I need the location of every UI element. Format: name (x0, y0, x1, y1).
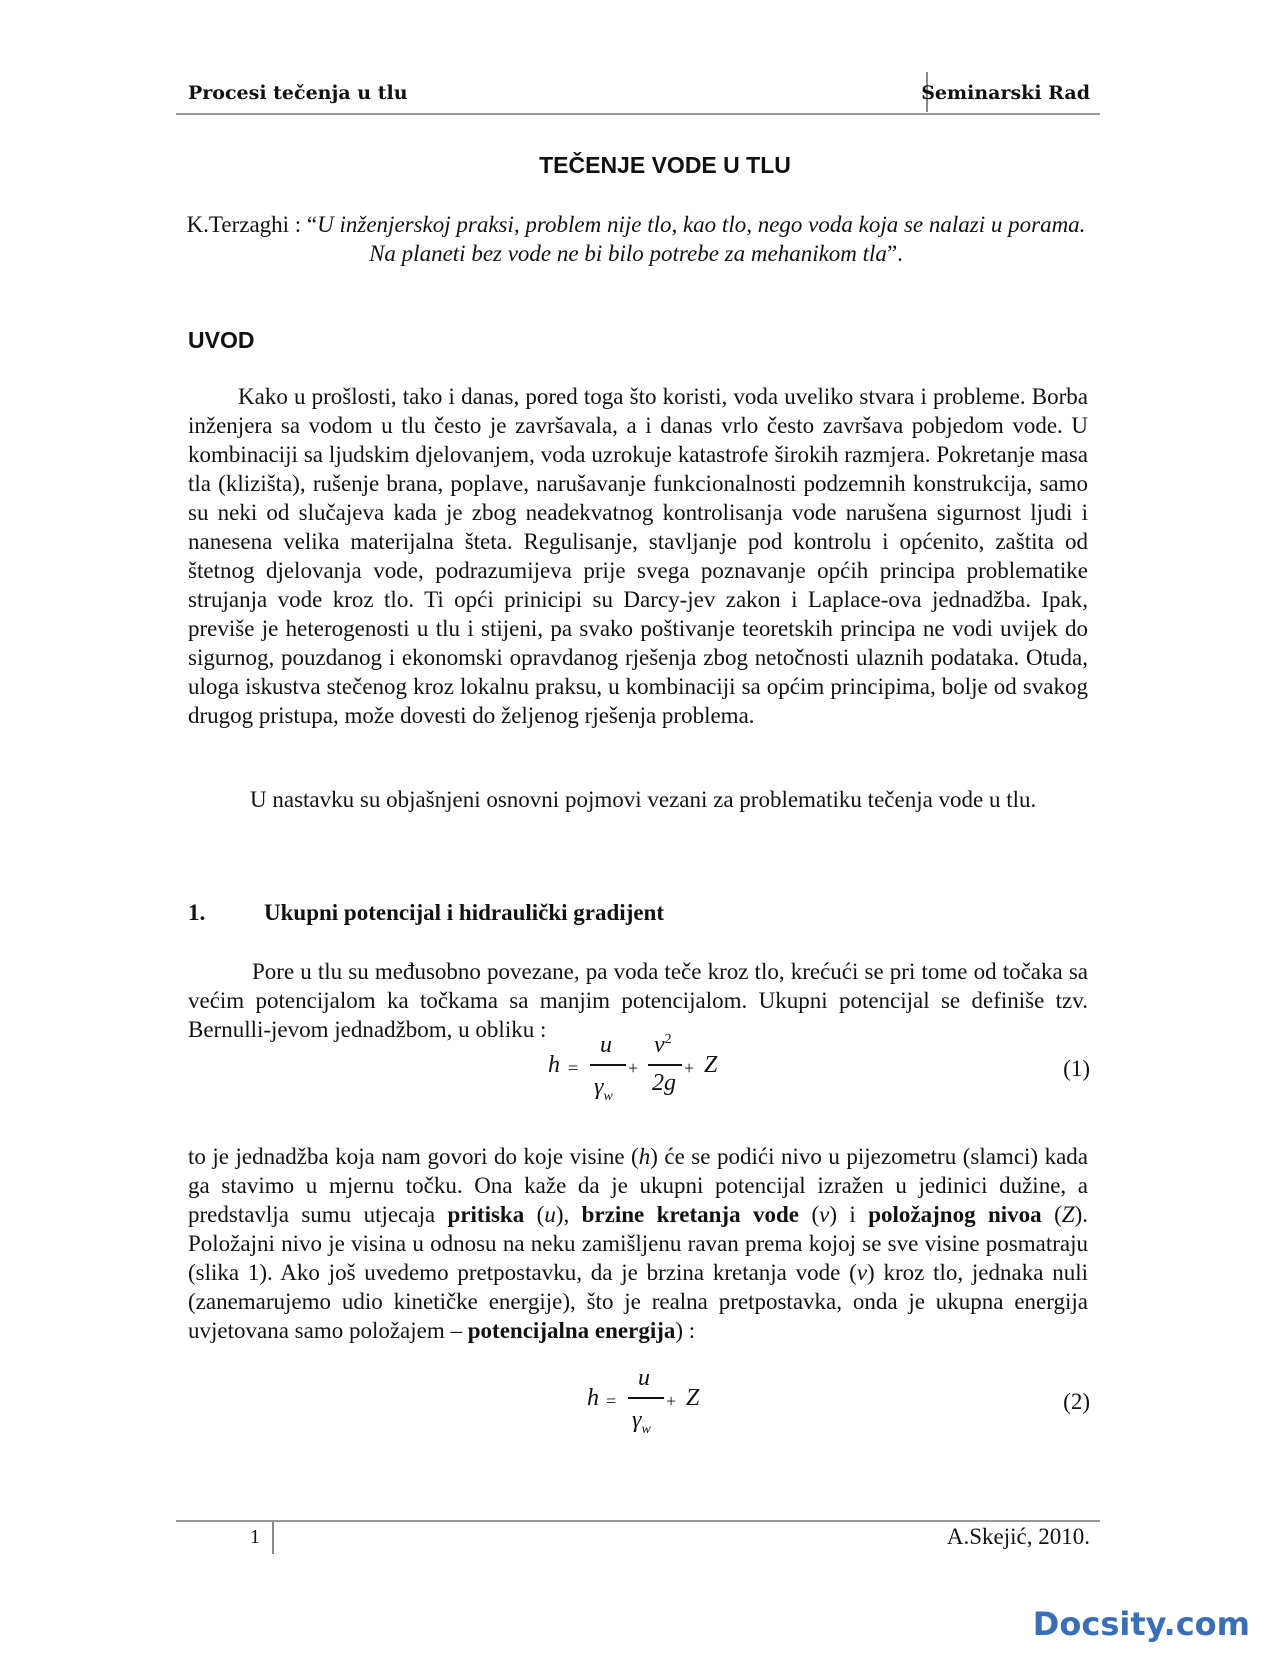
eq1-num2 (654, 1032, 672, 1059)
p2-bold-potencijalna: potencijalna energija (467, 1318, 676, 1343)
p2-text-7: ( (1041, 1202, 1062, 1227)
section-1-title: Ukupni potencijal i hidraulički gradijent (264, 900, 665, 925)
eq2-gamma: γ (632, 1407, 642, 1433)
p2-text-2: ) će se podići nivo u pijezometru (slamci) kada ga stavimo u mjernu točku. Ona kaže da je ukupni potencijal izražen u jedinici dužine, a predstavlja sumu utjecaja (188, 1144, 1088, 1227)
quote-author: K.Terzaghi : “ (186, 212, 318, 237)
terzaghi-quote (186, 210, 1086, 268)
p2-bold-brzine: brzine kretanja vode (581, 1202, 800, 1227)
eq2-z: Z (686, 1385, 700, 1411)
eq1-gamma-subscript: w (603, 1088, 613, 1104)
p2-text-4: ), (555, 1202, 582, 1227)
document-title: TEČENJE VODE U TLU (539, 152, 791, 178)
eq1-equals: = (568, 1058, 579, 1078)
eq1-lhs: h (548, 1052, 560, 1078)
footer-page-number: 1 (250, 1526, 260, 1548)
p2-var-v: v (819, 1202, 830, 1227)
header-rule (176, 113, 1100, 115)
p2-text-8: ). Položajni nivo je visina u odnosu na neku zamišljenu ravan prema kojoj se sve visine posmatraju (slika 1). Ako još uvedemo pretpostavku, da je brzina kretanja vode ( (188, 1202, 1088, 1285)
footer-divider (272, 1522, 274, 1554)
quote-text: U inženjerskoj praksi, problem nije tlo, kao tlo, nego voda koja se nalazi u porama. Na planeti bez vode ne bi bilo potrebe za mehanikom tla (317, 212, 1086, 266)
header-right-title: Seminarski Rad (921, 82, 1090, 104)
eq1-plus-2: + (684, 1058, 695, 1078)
eq2-equals: = (606, 1391, 617, 1411)
quote-end: ”. (886, 241, 903, 266)
section-heading-uvod: UVOD (188, 327, 255, 353)
section-1-heading (188, 900, 664, 926)
eq2-den1 (632, 1407, 651, 1438)
p2-text-5: ( (799, 1202, 820, 1227)
footer-author: A.Skejić, 2010. (946, 1524, 1090, 1549)
eq1-plus-1: + (628, 1058, 639, 1078)
eq1-fraction-bar-2 (648, 1064, 682, 1066)
eq2-gamma-subscript: w (641, 1421, 651, 1437)
p2-var-v-2: v (856, 1260, 868, 1285)
docsity-watermark[interactable]: Docsity.com (1032, 1605, 1250, 1643)
eq1-number: (1) (1063, 1056, 1090, 1081)
eq2-number: (2) (1063, 1389, 1090, 1414)
uvod-paragraph-1: Kako u prošlosti, tako i danas, pored toga što koristi, voda uveliko stvara i probleme. Borba inženjera sa vodom u tlu često je završavala, a i danas vrlo često završava pobjedom vode. U kombinaciji sa ljudskim djelovanjem, voda uzrokuje katastrofe širokih razmjera. Pokretanje masa tla (klizišta), rušenje brana, poplave, narušavanje funkcionalnosti podzemnih konstrukcija, samo su neki od slučajeva kada je zbog neadekvatnog kontrolisanja vode narušena sigurnost ljudi i nanesena velika materijalna šteta. Regulisanje, stavljanje pod kontrolu i općenito, zaštita od štetnog djelovanja vode, podrazumijeva prije svega poznavanje općih principa problematike strujanja vode kroz tlo. Ti opći prinicipi su Darcy-jev zakon i Laplace-ova jednadžba. Ipak, previše je heterogenosti u tlu i stijeni, pa svako poštivanje teoretskih principa ne vodi uvijek do sigurnog, pouzdanog i ekonomski opravdanog rješenja zbog netočnosti ulaznih podataka. Otuda, uloga iskustva stečenog kroz lokalnu praksu, u kombinaciji sa općim principima, bolje od svakog drugog pristupa, može dovesti do željenog rješenja problema. (188, 384, 1088, 728)
eq1-num1: u (600, 1032, 612, 1058)
section-1-paragraph-2 (188, 1142, 1088, 1345)
p2-text-10: ) : (675, 1318, 696, 1343)
header-left-title: Procesi tečenja u tlu (188, 82, 408, 104)
p2-bold-polozajnog: položajnog nivoa (868, 1202, 1042, 1227)
section-1-paragraph-1: Pore u tlu su međusobno povezane, pa voda teče kroz tlo, krećući se pri tome od točaka sa većim potencijalom ka točkama sa manjim potencijalom. Ukupni potencijal se definiše tzv. Bernulli-jevom jednadžbom, u obliku : (188, 959, 1088, 1042)
eq1-den2: 2g (652, 1070, 676, 1096)
eq1-v: v (654, 1032, 665, 1058)
p2-text-6: ) i (829, 1202, 869, 1227)
p2-text-9: ) kroz tlo, jednaka nuli (zanemarujemo udio kinetičke energije), što je realna pretpostavka, onda je ukupna energija uvjetovana samo položajem – (188, 1260, 1088, 1343)
eq2-fraction-bar (628, 1397, 664, 1399)
p2-text-3: ( (524, 1202, 545, 1227)
p2-text-1: to je jednadžba koja nam govori do koje visine ( (188, 1144, 639, 1169)
p2-var-u: u (544, 1202, 556, 1227)
uvod-paragraph-2: U nastavku su objašnjeni osnovni pojmovi vezani za problematiku tečenja vode u tlu. (250, 787, 1037, 812)
footer-rule (176, 1520, 1100, 1522)
eq1-gamma: γ (594, 1074, 604, 1100)
eq2-plus: + (666, 1391, 677, 1411)
p2-var-h: h (638, 1144, 651, 1169)
eq1-v-superscript: 2 (664, 1032, 672, 1047)
section-1-number: 1. (188, 900, 206, 925)
eq2-num1: u (638, 1365, 650, 1391)
eq1-fraction-bar-1 (590, 1064, 626, 1066)
eq1-den1 (594, 1074, 613, 1105)
eq2-lhs: h (587, 1385, 599, 1411)
eq1-z: Z (704, 1052, 718, 1078)
p2-var-z: Z (1061, 1202, 1075, 1227)
p2-bold-pritiska: pritiska (447, 1202, 525, 1227)
